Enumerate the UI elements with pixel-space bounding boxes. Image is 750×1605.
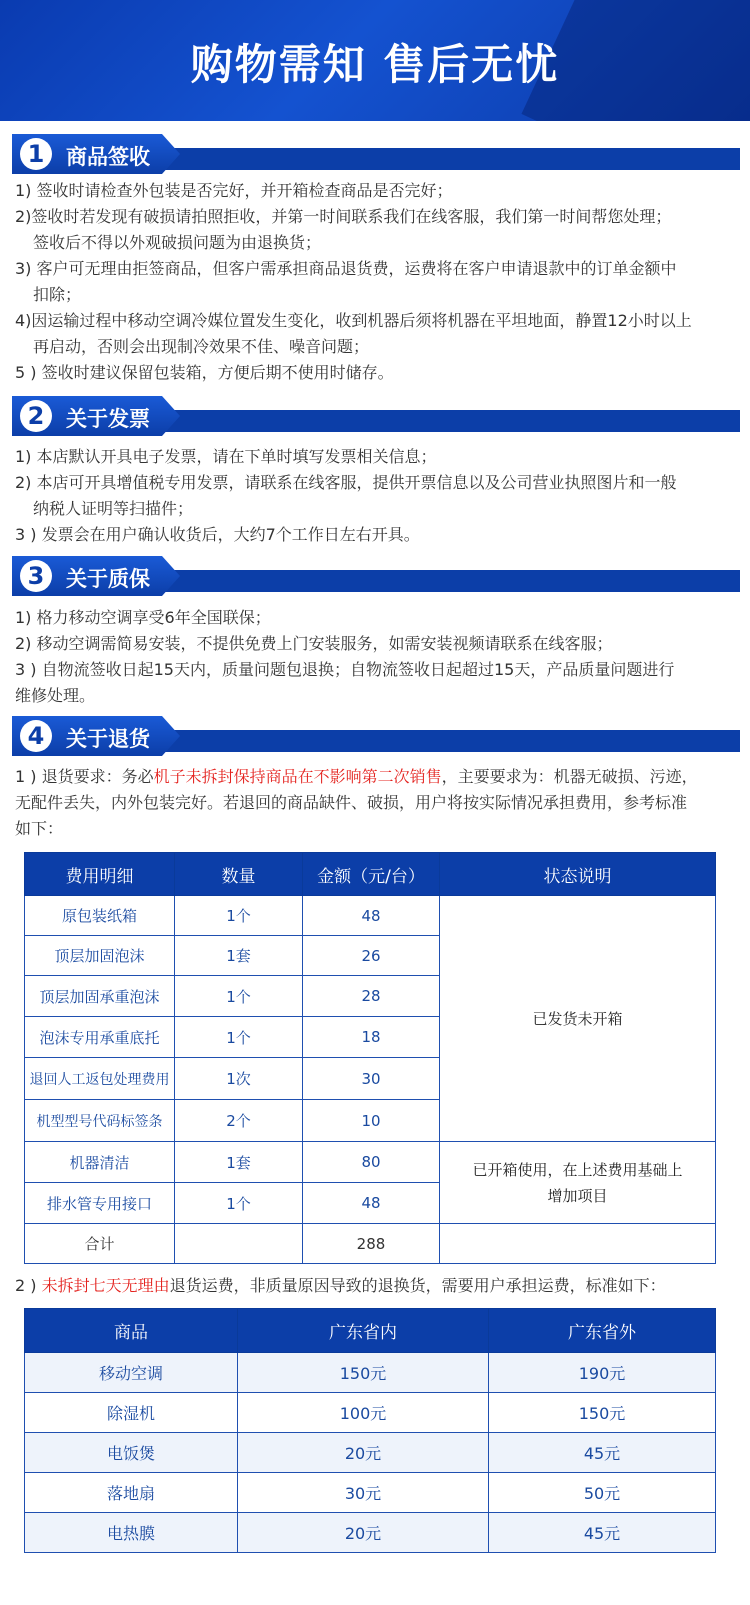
- text-segment: ，主要要求为：机器无破损、污迹，: [441, 767, 698, 786]
- text-line: 无配件丢失，内外包装完好。若退回的商品缺件、破损，用户将按实际情况承担费用，参考标准: [15, 793, 688, 812]
- table-row: [25, 1393, 716, 1433]
- fee-amount: 26: [303, 936, 440, 976]
- section-header-1: [0, 134, 750, 178]
- header-banner: [0, 0, 750, 121]
- section-title: 关于发票: [66, 407, 150, 431]
- shipping-outside: 50元: [489, 1473, 716, 1513]
- shipping-table: [24, 1308, 716, 1553]
- fee-qty: 1个: [175, 1017, 303, 1058]
- fee-amount: 80: [303, 1142, 440, 1183]
- shipping-table-header: 广东省内: [238, 1309, 489, 1353]
- shipping-inside: 30元: [238, 1473, 489, 1513]
- text-line: 扣除；: [33, 285, 82, 304]
- section-number-badge: 4: [20, 720, 52, 752]
- text-segment: 1 ) 退货要求：务必: [15, 767, 154, 786]
- table-row: [25, 1513, 716, 1553]
- text-line: 维修处理。: [15, 686, 96, 705]
- text-line: 2) 本店可开具增值税专用发票，请联系在线客服，提供开票信息以及公司营业执照图片和一般: [15, 473, 677, 492]
- shipping-product: 落地扇: [25, 1473, 238, 1513]
- table-row: [25, 1473, 716, 1513]
- table-row: [25, 1142, 716, 1183]
- table-row: [25, 896, 716, 936]
- shipping-inside: 20元: [238, 1433, 489, 1473]
- fee-item: 原包装纸箱: [25, 896, 175, 936]
- fee-total-value: 288: [303, 1224, 440, 1264]
- section-number-badge: 3: [20, 560, 52, 592]
- section-header-3: [0, 556, 750, 600]
- text-line: 纳税人证明等扫描件；: [33, 499, 194, 518]
- text-line: 1) 本店默认开具电子发票，请在下单时填写发票相关信息；: [15, 447, 437, 466]
- section-2-content: [15, 444, 737, 548]
- fee-item: 退回人工返包处理费用: [25, 1058, 175, 1100]
- text-line: 3 ) 自物流签收日起15天内，质量问题包退换；自物流签收日起超过15天，产品质量问题进行: [15, 660, 675, 679]
- shipping-product: 移动空调: [25, 1353, 238, 1393]
- shipping-inside: 100元: [238, 1393, 489, 1433]
- shipping-outside: 190元: [489, 1353, 716, 1393]
- text-line: 2)签收时若发现有破损请拍照拒收，并第一时间联系我们在线客服，我们第一时间帮您处理；: [15, 207, 672, 226]
- fee-total-state-empty: [440, 1224, 716, 1264]
- fee-state-unopened: 已发货未开箱: [440, 896, 716, 1142]
- section-header-2: [0, 396, 750, 440]
- fee-item: 顶层加固承重泡沫: [25, 976, 175, 1017]
- shipping-outside: 45元: [489, 1513, 716, 1553]
- fee-table: [24, 852, 716, 1264]
- highlight-text: 未拆封七天无理由: [41, 1276, 170, 1295]
- fee-amount: 30: [303, 1058, 440, 1100]
- text-line: 5 ) 签收时建议保留包装箱，方便后期不使用时储存。: [15, 363, 394, 382]
- text-line: 1) 格力移动空调享受6年全国联保；: [15, 608, 271, 627]
- text-line: 再启动，否则会出现制冷效果不佳、噪音问题；: [33, 337, 370, 356]
- text-line: 2) 移动空调需简易安装，不提供免费上门安装服务，如需安装视频请联系在线客服；: [15, 634, 613, 653]
- text-line: 1) 签收时请检查外包装是否完好，并开箱检查商品是否完好；: [15, 181, 453, 200]
- text-line: 3) 客户可无理由拒签商品，但客户需承担商品退货费，运费将在客户申请退款中的订单金额中: [15, 259, 677, 278]
- shipping-table-header: 广东省外: [489, 1309, 716, 1353]
- fee-amount: 48: [303, 1183, 440, 1224]
- text-line: [15, 764, 737, 790]
- shipping-table-header: 商品: [25, 1309, 238, 1353]
- section-number-badge: 2: [20, 400, 52, 432]
- fee-item: 机型型号代码标签条: [25, 1100, 175, 1142]
- section-3-content: [15, 605, 737, 709]
- section-title: 关于质保: [66, 567, 150, 591]
- fee-qty: 1套: [175, 936, 303, 976]
- fee-qty: 2个: [175, 1100, 303, 1142]
- fee-item: 泡沫专用承重底托: [25, 1017, 175, 1058]
- fee-item: 排水管专用接口: [25, 1183, 175, 1224]
- fee-table-header: 数量: [175, 853, 303, 896]
- section-number-badge: 1: [20, 138, 52, 170]
- shipping-inside: 20元: [238, 1513, 489, 1553]
- text-line: [15, 1273, 737, 1299]
- fee-qty: 1个: [175, 976, 303, 1017]
- fee-amount: 28: [303, 976, 440, 1017]
- fee-amount: 10: [303, 1100, 440, 1142]
- shipping-product: 电饭煲: [25, 1433, 238, 1473]
- text-segment: 退货运费，非质量原因导致的退换货，需要用户承担运费，标准如下：: [169, 1276, 666, 1295]
- highlight-text: 机子未拆封保持商品在不影响第二次销售: [153, 767, 442, 786]
- section-4-content: [15, 764, 737, 842]
- section-1-content: [15, 178, 737, 386]
- fee-qty: 1套: [175, 1142, 303, 1183]
- section-header-4: [0, 716, 750, 760]
- section-title: 关于退货: [66, 727, 150, 751]
- table-row: [25, 1433, 716, 1473]
- fee-qty: 1个: [175, 896, 303, 936]
- table-row-total: [25, 1224, 716, 1264]
- text-line: 3 ) 发票会在用户确认收货后，大约7个工作日左右开具。: [15, 525, 420, 544]
- shipping-product: 电热膜: [25, 1513, 238, 1553]
- fee-state-opened-line: 已开箱使用，在上述费用基础上: [472, 1160, 683, 1179]
- fee-item: 顶层加固泡沫: [25, 936, 175, 976]
- shipping-inside: 150元: [238, 1353, 489, 1393]
- fee-amount: 48: [303, 896, 440, 936]
- shipping-note: [15, 1273, 737, 1299]
- text-segment: 2 ): [15, 1276, 42, 1295]
- shipping-outside: 45元: [489, 1433, 716, 1473]
- fee-state-opened: [440, 1142, 716, 1224]
- shipping-product: 除湿机: [25, 1393, 238, 1433]
- fee-state-opened-line: 增加项目: [547, 1186, 608, 1205]
- page-title: 购物需知 售后无忧: [190, 40, 560, 89]
- fee-table-header: 费用明细: [25, 853, 175, 896]
- shipping-outside: 150元: [489, 1393, 716, 1433]
- section-title: 商品签收: [66, 145, 150, 169]
- fee-table-header: 状态说明: [440, 853, 716, 896]
- fee-total-label: 合计: [25, 1224, 175, 1264]
- fee-amount: 18: [303, 1017, 440, 1058]
- table-row: [25, 1353, 716, 1393]
- fee-qty: 1次: [175, 1058, 303, 1100]
- text-line: 4)因运输过程中移动空调冷媒位置发生变化，收到机器后须将机器在平坦地面，静置12小时以上: [15, 311, 692, 330]
- fee-item: 机器清洁: [25, 1142, 175, 1183]
- fee-qty: 1个: [175, 1183, 303, 1224]
- text-line: 如下：: [15, 819, 64, 838]
- fee-table-header: 金额（元/台）: [303, 853, 440, 896]
- fee-total-empty: [175, 1224, 303, 1264]
- text-line: 签收后不得以外观破损问题为由退换货；: [33, 233, 322, 252]
